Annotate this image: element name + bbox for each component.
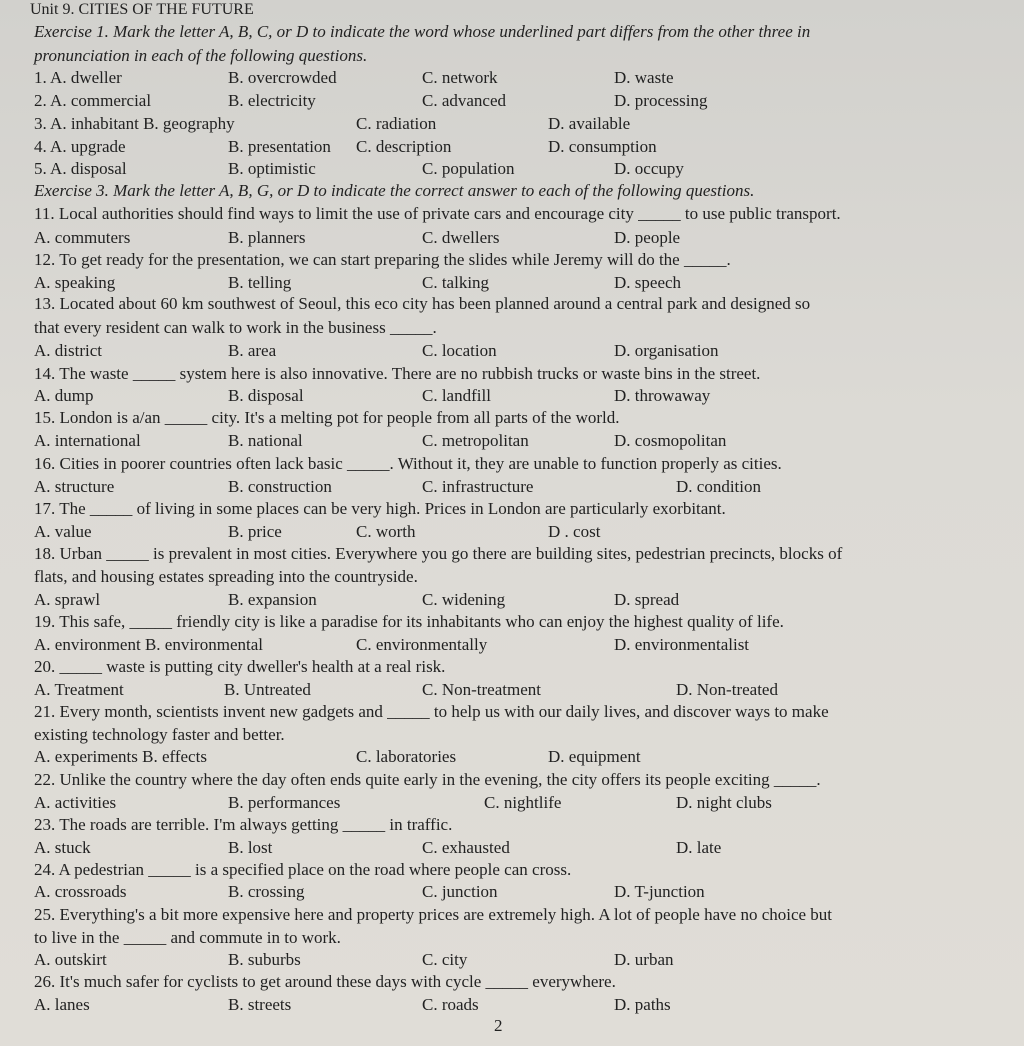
option-a: A. commuters [34,228,131,247]
option-d: D. throwaway [614,386,711,405]
option-d: D. cosmopolitan [614,431,727,450]
option-a: A. value [34,522,92,541]
option-b: B. expansion [228,590,317,609]
option-c: C. network [422,68,498,87]
question-18-stem: 18. Urban _____ is prevalent in most cities. Everywhere you go there are building sites, pedestrian precincts, blocks of [34,544,843,563]
option-b: B. lost [228,838,273,857]
option-b: B. streets [228,995,292,1014]
option-d: D. condition [676,477,761,496]
option-a: A. lanes [34,995,90,1014]
question-18-stem-cont: flats, and housing estates spreading into the countryside. [34,567,418,586]
question-12-stem: 12. To get ready for the presentation, we can start preparing the slides while Jeremy will do the _____. [34,250,731,269]
question-16-stem: 16. Cities in poorer countries often lack basic _____. Without it, they are unable to function properly as cities. [34,454,782,473]
option-a: A. sprawl [34,590,101,609]
option-b: B. overcrowded [228,68,337,87]
option-c: C. exhausted [422,838,510,857]
option-c: C. landfill [422,386,491,405]
question-14-stem: 14. The waste _____ system here is also innovative. There are no rubbish trucks or waste bins in the street. [34,364,761,383]
option-d: D. people [614,228,681,247]
option-a: A. dump [34,386,94,405]
question-25-stem-cont: to live in the _____ and commute in to work. [34,928,341,947]
option-b: B. Untreated [224,680,311,699]
option-d: D. processing [614,91,708,110]
unit-title: Unit 9. CITIES OF THE FUTURE [30,1,254,18]
option-b: B. crossing [228,882,305,901]
option-b: B. planners [228,228,306,247]
option-a: 5. A. disposal [34,159,127,178]
option-a: A. activities [34,793,117,812]
question-21-stem-cont: existing technology faster and better. [34,725,285,744]
option-d: D . cost [548,522,601,541]
option-d: D. speech [614,273,682,292]
option-b: B. optimistic [228,159,316,178]
option-b: B. suburbs [228,950,301,969]
option-c: C. laboratories [356,747,457,766]
option-b: B. presentation [228,137,331,156]
option-b: B. price [228,522,282,541]
option-a: A. speaking [34,273,116,292]
question-26-stem: 26. It's much safer for cyclists to get around these days with cycle _____ everywhere. [34,972,616,991]
option-c: C. location [422,341,497,360]
option-c: C. description [356,137,452,156]
question-11-stem: 11. Local authorities should find ways to limit the use of private cars and encourage city _____ to use public transport. [34,204,841,223]
option-c: C. infrastructure [422,477,534,496]
option-c: C. Non-treatment [422,680,541,699]
option-a: A. Treatment [34,680,124,699]
option-d: D. occupy [614,159,684,178]
option-c: C. talking [422,273,490,292]
option-a: A. stuck [34,838,91,857]
option-d: D. environmentalist [614,635,750,654]
page-number: 2 [494,1016,503,1035]
option-a: A. outskirt [34,950,107,969]
option-a: 4. A. upgrade [34,137,126,156]
exercise-3-instruction: Exercise 3. Mark the letter A, B, G, or D to indicate the correct answer to each of the following questions. [34,181,755,200]
option-d: D. spread [614,590,680,609]
question-19-stem: 19. This safe, _____ friendly city is like a paradise for its inhabitants who can enjoy the highest quality of life. [34,612,784,631]
option-b: B. national [228,431,303,450]
option-d: D. organisation [614,341,719,360]
question-17-stem: 17. The _____ of living in some places can be very high. Prices in London are particularly exorbitant. [34,499,726,518]
option-c: C. nightlife [484,793,562,812]
option-c: C. widening [422,590,506,609]
option-d: D. paths [614,995,671,1014]
question-21-stem: 21. Every month, scientists invent new gadgets and _____ to help us with our daily lives, and discover ways to make [34,702,829,721]
question-25-stem: 25. Everything's a bit more expensive here and property prices are extremely high. A lot of people have no choice but [34,905,833,924]
option-b: B. electricity [228,91,316,110]
question-15-stem: 15. London is a/an _____ city. It's a melting pot for people from all parts of the world. [34,408,620,427]
option-c: C. worth [356,522,416,541]
option-c: C. metropolitan [422,431,529,450]
option-b: B. telling [228,273,292,292]
option-d: D. equipment [548,747,641,766]
option-d: D. late [676,838,722,857]
exercise-1-instruction: Exercise 1. Mark the letter A, B, C, or D to indicate the word whose underlined part differs from the other three in [34,22,811,41]
question-22-stem: 22. Unlike the country where the day often ends quite early in the evening, the city offers its people exciting _____. [34,770,821,789]
option-d: D. T-junction [614,882,705,901]
option-ab: A. environment B. environmental [34,635,263,654]
question-13-stem: 13. Located about 60 km southwest of Seoul, this eco city has been planned around a central park and designed so [34,294,811,313]
option-c: C. dwellers [422,228,500,247]
option-d: D. waste [614,68,674,87]
option-c: C. advanced [422,91,507,110]
option-d: D. Non-treated [676,680,778,699]
option-b: B. construction [228,477,332,496]
option-c: C. junction [422,882,498,901]
option-c: C. population [422,159,515,178]
option-ab: 3. A. inhabitant B. geography [34,114,235,133]
option-a: 1. A. dweller [34,68,122,87]
option-b: B. disposal [228,386,304,405]
question-20-stem: 20. _____ waste is putting city dweller's health at a real risk. [34,657,446,676]
option-d: D. consumption [548,137,657,156]
option-d: D. night clubs [676,793,772,812]
option-a: A. structure [34,477,115,496]
option-b: B. area [228,341,277,360]
exercise-1-instruction-cont: pronunciation in each of the following questions. [34,46,368,65]
option-a: A. international [34,431,141,450]
option-d: D. urban [614,950,674,969]
option-c: C. radiation [356,114,437,133]
option-d: D. available [548,114,631,133]
question-13-stem-cont: that every resident can walk to work in the business _____. [34,318,437,337]
option-a: A. district [34,341,102,360]
option-c: C. environmentally [356,635,488,654]
option-a: 2. A. commercial [34,91,152,110]
option-c: C. roads [422,995,479,1014]
option-a: A. crossroads [34,882,127,901]
option-c: C. city [422,950,468,969]
question-24-stem: 24. A pedestrian _____ is a specified place on the road where people can cross. [34,860,572,879]
option-b: B. performances [228,793,341,812]
question-23-stem: 23. The roads are terrible. I'm always getting _____ in traffic. [34,815,453,834]
option-ab: A. experiments B. effects [34,747,207,766]
